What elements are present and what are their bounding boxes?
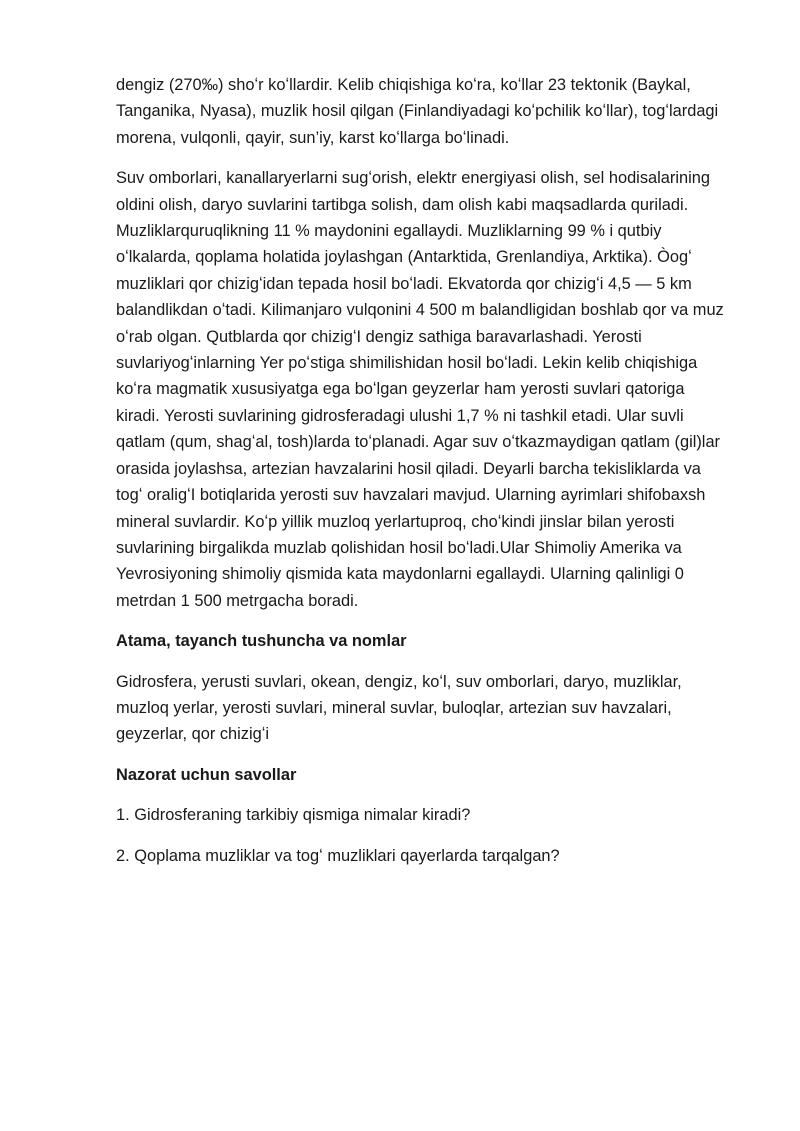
paragraph-lakes: dengiz (270‰) shoʻr koʻllardir. Kelib chiqishiga koʻra, koʻllar 23 tektonik (Baykal, Tanganika, Nyasa), muzlik hosil qilgan (Finlandiyadagi koʻpchilik koʻllar), togʻlardagi morena, vulqonli, qayir, sun’iy, karst koʻllarga boʻlinadi. [116, 76, 719, 147]
heading-terms: Atama, tayanch tushuncha va nomlar [116, 632, 407, 651]
heading-questions: Nazorat uchun savollar [116, 765, 297, 784]
terms-list: Gidrosfera, yerusti suvlari, okean, dengiz, koʻl, suv omborlari, daryo, muzliklar, muzloq yerlar, yerosti suvlari, mineral suvlar, buloqlar, artezian suv havzalari, geyzerlar, qor chizigʻi [116, 672, 682, 744]
question-item: 1. Gidrosferaning tarkibiy qismiga nimalar kiradi? [116, 806, 471, 825]
paragraph-reservoirs-glaciers-groundwater: Suv omborlari, kanallaryerlarni sugʻorish, elektr energiyasi olish, sel hodisalarining oldini olish, daryo suvlarini tartibga solish, dam olish kabi maqsadlarda quriladi. Muzliklarquruqlikning 11 % maydonini egallaydi. Muzliklarning 99 % i qutbiy oʻlkalarda, qoplama holatida joylashgan (Antarktida, Grenlandiya, Arktika). Òogʻ muzliklari qor chizigʻidan tepada hosil boʻladi. Ekvatorda qor chizigʻi 4,5 — 5 km balandlikdan oʻtadi. Kilimanjaro vulqonini 4 500 m balandligidan boshlab qor va muz oʻrab olgan. Qutblarda qor chizigʻI dengiz sathiga baravarlashadi. Yerosti suvlariyogʻinlarning Yer poʻstiga shimilishidan hosil boʻladi. Lekin kelib chiqishiga koʻra magmatik xususiyatga ega boʻlgan geyzerlar ham yerosti suvlari qatoriga kiradi. Yerosti suvlarining gidrosferadagi ulushi 1,7 % ni tashkil etadi. Ular suvli qatlam (qum, shagʻal, tosh)larda toʻplanadi. Agar suv oʻtkazmaydigan qatlam (gil)lar orasida joylashsa, artezian havzalarini hosil qiladi. Deyarli barcha tekisliklarda va togʻ oraligʻI botiqlarida yerosti suv havzalari mavjud. Ularning ayrimlari shifobaxsh mineral suvlardir. Koʻp yillik muzloq yerlartuproq, choʻkindi jinslar bilan yerosti suvlarining birgalikda muzlab qolishidan hosil boʻladi.Ular Shimoliy Amerika va Yevrosiyoning shimoliy qismida kata maydonlarni egallaydi. Ularning qalinligi 0 metrdan 1 500 metrgacha boradi. [116, 169, 724, 610]
document-page [116, 72, 726, 883]
question-item: 2. Qoplama muzliklar va togʻ muzliklari qayerlarda tarqalgan? [116, 846, 560, 865]
